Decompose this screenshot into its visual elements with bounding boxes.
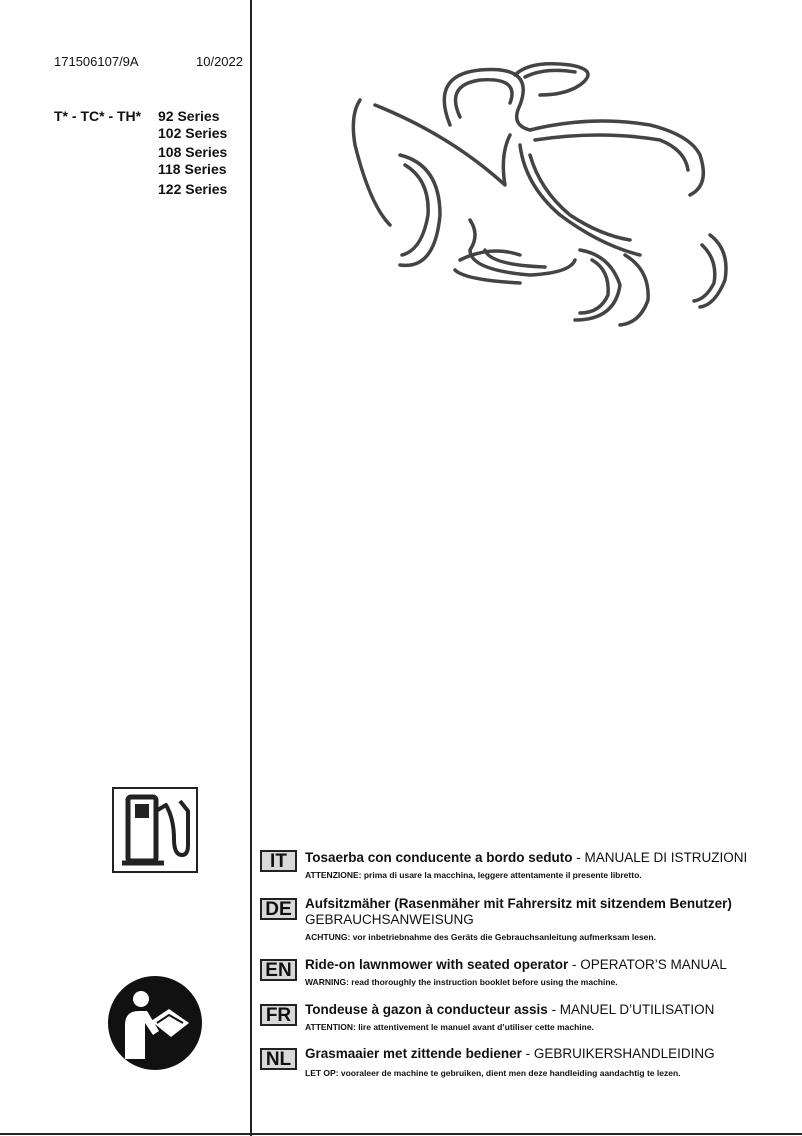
lang-title-de: Aufsitzmäher (Rasenmäher mit Fahrersitz mit sitzendem Benutzer) GEBRAUCHSANWEISUNG bbox=[305, 896, 732, 927]
lang-warning-it: ATTENZIONE: prima di usare la macchina, leggere attentamente il presente libretto. bbox=[305, 870, 642, 880]
series-92: 92 Series bbox=[158, 108, 220, 124]
read-manual-icon bbox=[107, 975, 203, 1071]
document-code: 171506107/9A bbox=[54, 54, 139, 69]
lang-code-nl: NL bbox=[260, 1048, 297, 1070]
lang-code-de: DE bbox=[260, 898, 297, 920]
series-118: 118 Series bbox=[158, 161, 227, 177]
document-date: 10/2022 bbox=[196, 54, 243, 69]
lang-title-nl: Grasmaaier met zittende bediener - GEBRUIKERSHANDLEIDING bbox=[305, 1046, 715, 1061]
lawn-tractor-illustration bbox=[330, 55, 750, 335]
model-prefix: T* - TC* - TH* bbox=[54, 108, 142, 124]
lang-warning-en: WARNING: read thoroughly the instruction booklet before using the machine. bbox=[305, 977, 618, 987]
bottom-divider bbox=[0, 1133, 802, 1135]
lang-code-it: IT bbox=[260, 850, 297, 872]
lang-title-it: Tosaerba con conducente a bordo seduto - MANUALE DI ISTRUZIONI bbox=[305, 850, 748, 865]
lang-warning-nl: LET OP: vooraleer de machine te gebruiken, dient men deze handleiding aandachtig te lezen. bbox=[305, 1068, 681, 1078]
lang-title-fr: Tondeuse à gazon à conducteur assis - MANUEL D’UTILISATION bbox=[305, 1002, 715, 1017]
lang-warning-de: ACHTUNG: vor inbetriebnahme des Geräts die Gebrauchsanleitung aufmerksam lesen. bbox=[305, 932, 656, 942]
fuel-pump-box bbox=[112, 787, 198, 873]
lang-code-fr: FR bbox=[260, 1004, 297, 1026]
series-108: 108 Series bbox=[158, 144, 228, 160]
series-122: 122 Series bbox=[158, 181, 228, 197]
series-102: 102 Series bbox=[158, 125, 228, 141]
lang-warning-fr: ATTENTION: lire attentivement le manuel avant d’utiliser cette machine. bbox=[305, 1022, 594, 1032]
fuel-pump-icon bbox=[114, 789, 196, 871]
lang-code-en: EN bbox=[260, 959, 297, 981]
lang-title-en: Ride-on lawnmower with seated operator - OPERATOR’S MANUAL bbox=[305, 957, 727, 972]
vertical-divider bbox=[250, 0, 252, 1136]
